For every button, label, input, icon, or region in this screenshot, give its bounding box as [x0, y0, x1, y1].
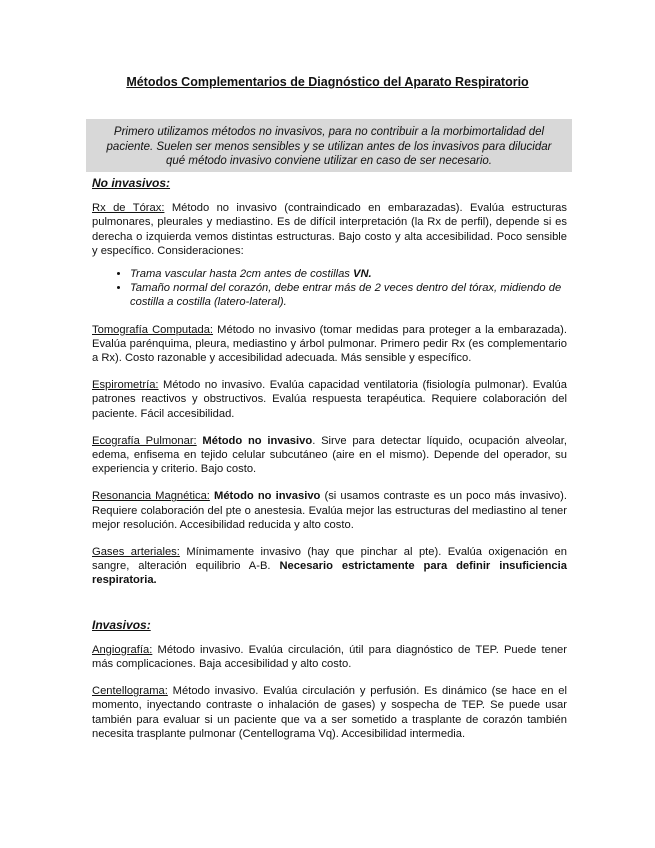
term-espirometria: Espirometría: — [92, 379, 159, 392]
bullet-text: Tamaño normal del corazón, debe entrar más de 2 veces dentro del tórax, midiendo de costilla a costilla (latero-lateral). — [130, 282, 562, 309]
paragraph-espirometria — [92, 378, 567, 421]
paragraph-resonancia — [92, 489, 567, 532]
bullet-bold: VN. — [353, 268, 372, 281]
term-angiografia: Angiografía: — [92, 643, 153, 656]
section-heading-invasivos: Invasivos: — [92, 617, 151, 632]
document-title: Métodos Complementarios de Diagnóstico del Aparato Respiratorio — [126, 75, 529, 89]
term-gases: Gases arteriales: — [92, 546, 180, 559]
section-heading-no-invasivos: No invasivos: — [92, 176, 171, 190]
document-body — [92, 176, 567, 741]
gases-text: Mínimamente invasivo (hay que pinchar al pte). Evalúa oxigenación en sangre, alteración equilibrio A-B. — [92, 546, 567, 573]
list-item — [130, 281, 567, 309]
term-resonancia: Resonancia Magnética: — [92, 490, 210, 503]
angiografia-text: Método invasivo. Evalúa circulación, útil para diagnóstico de TEP. Puede tener más complicaciones. Baja accesibilidad y alto costo. — [92, 643, 567, 671]
paragraph-tomografia — [92, 323, 567, 366]
list-item — [130, 267, 567, 281]
ecografia-text: . Sirve para detectar líquido, ocupación alveolar, edema, enfisema en tejido celular subcutáneo (aire en el mismo). Depende del operador, su experiencia y criterio. Bajo costo. — [92, 434, 567, 476]
paragraph-gases — [92, 545, 567, 588]
resonancia-bold: Método no invasivo — [209, 490, 321, 503]
term-centellograma: Centellograma: — [92, 685, 168, 698]
term-rx-torax: Rx de Tórax: — [92, 202, 165, 215]
bullet-text: Trama vascular hasta 2cm antes de costillas — [130, 268, 354, 281]
paragraph-ecografia — [92, 434, 567, 477]
ecografia-bold: Método no invasivo — [196, 434, 313, 447]
intro-box: Primero utilizamos métodos no invasivos, para no contribuir a la morbimortalidad del paciente. Suelen ser menos sensibles y se utilizan antes de los invasivos para dilucidar qué método invasivo conviene utilizar en caso de ser necesario. — [86, 119, 572, 172]
rx-considerations-list — [92, 267, 567, 310]
centellograma-text: Método invasivo. Evalúa circulación y perfusión. Es dinámico (se hace en el momento, inyectando contraste o inhalación de gases) y sospecha de TEP. Se puede usar también para evaluar si un paciente que va a ser sometido a trasplante de corazón también necesita trasplante pulmonar (Centellograma Vq). Accesibilidad intermedia. — [92, 685, 567, 740]
term-tomografia: Tomografía Computada: — [92, 323, 214, 336]
espirometria-text: Método no invasivo. Evalúa capacidad ventilatoria (fisiología pulmonar). Evalúa patrones reactivos y obstructivos. Evalúa respuesta terapéutica. Requiere colaboración del paciente. Fácil accesibilidad. — [92, 379, 567, 420]
resonancia-text: (si usamos contraste es un poco más invasivo). Requiere colaboración del pte o anestesia. Evalúa mejor las estructuras del mediastino al tener mejor resolución. Accesibilidad reducida y alto costo. — [92, 490, 567, 531]
rx-torax-text: Método no invasivo (contraindicado en embarazadas). Evalúa estructuras pulmonares, pleurales y mediastino. Es de difícil interpretación (la Rx de perfil), depende si es derecha o izquierda vemos distintas estructuras. Bajo costo y alta accesibilidad. Poco sensible y específico. Consideraciones: — [92, 202, 567, 257]
tomografia-text: Método no invasivo (tomar medidas para proteger a la embarazada). Evalúa parénquima, pleura, mediastino y árbol pulmonar. Primero pedir Rx (es complementario a Rx). Costo razonable y accesibilidad adecuada. Más sensible y específico. — [92, 323, 567, 365]
paragraph-rx-torax — [92, 201, 567, 258]
paragraph-centellograma — [92, 684, 567, 741]
gases-bold: Necesario estrictamente para definir insuficiencia respiratoria. — [92, 560, 567, 587]
term-ecografia: Ecografía Pulmonar: — [92, 434, 197, 447]
paragraph-angiografia — [92, 643, 567, 671]
